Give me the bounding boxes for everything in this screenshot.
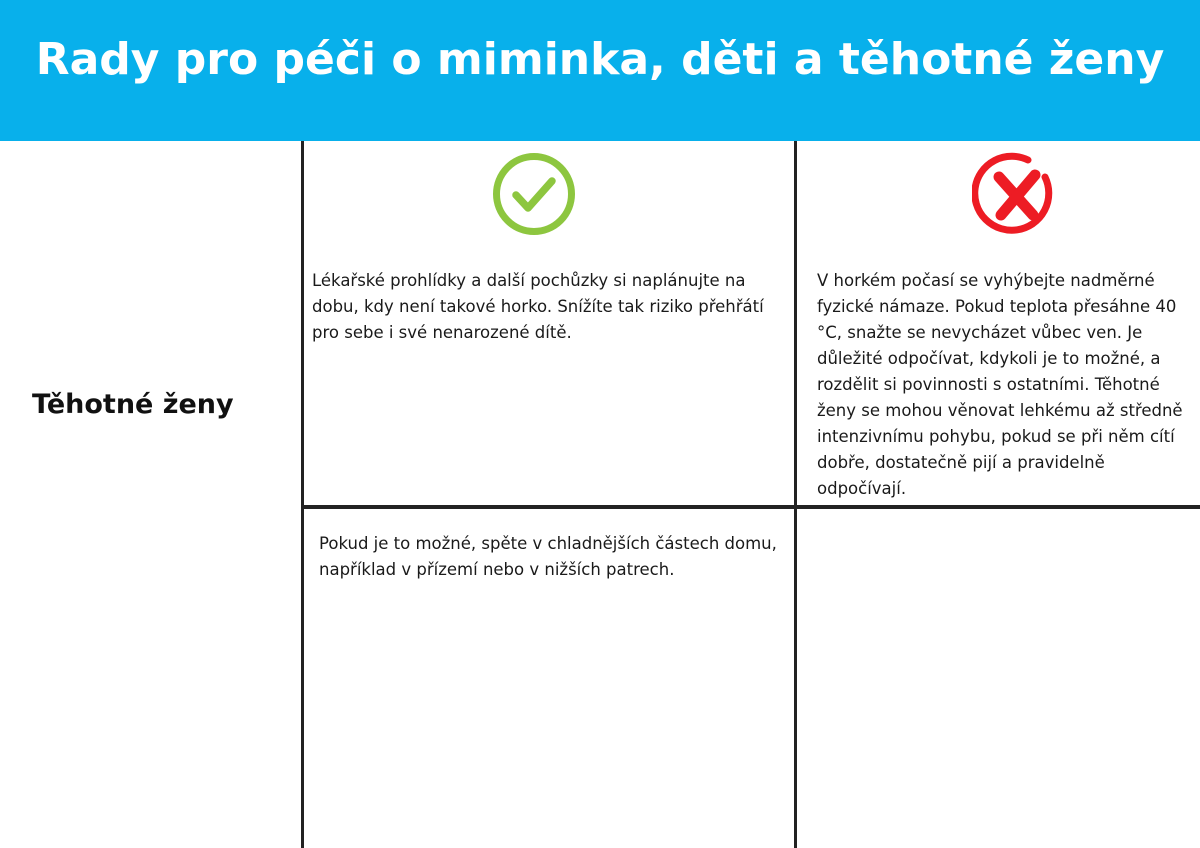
check-circle-icon <box>491 151 577 237</box>
grid-line-vertical-left <box>301 141 304 848</box>
header-banner <box>0 0 1200 141</box>
x-circle-icon <box>972 151 1060 239</box>
row-label-pregnant-women: Těhotné ženy <box>32 389 234 420</box>
do-tip-1: Lékařské prohlídky a další pochůzky si naplánujte na dobu, kdy není takové horko. Snížíte tak riziko přehřátí pro sebe i své nenarozené dítě. <box>312 271 764 342</box>
do-tip-2: Pokud je to možné, spěte v chladnějších částech domu, například v přízemí nebo v nižších patrech. <box>319 534 777 579</box>
page-title: Rady pro péči o miminka, děti a těhotné ženy <box>35 34 1165 85</box>
grid-line-vertical-middle <box>794 141 797 848</box>
dont-tip-1: V horkém počasí se vyhýbejte nadměrné fyzické námaze. Pokud teplota přesáhne 40 °C, snažte se nevycházet vůbec ven. Je důležité odpočívat, kdykoli je to možné, a rozdělit si povinnosti s ostatními. Těhotné ženy se mohou věnovat lehkému až středně intenzivnímu pohybu, pokud se při něm cítí dobře, dostatečně pijí a pravidelně odpočívají. <box>817 271 1183 498</box>
grid-line-horizontal <box>301 505 1200 509</box>
